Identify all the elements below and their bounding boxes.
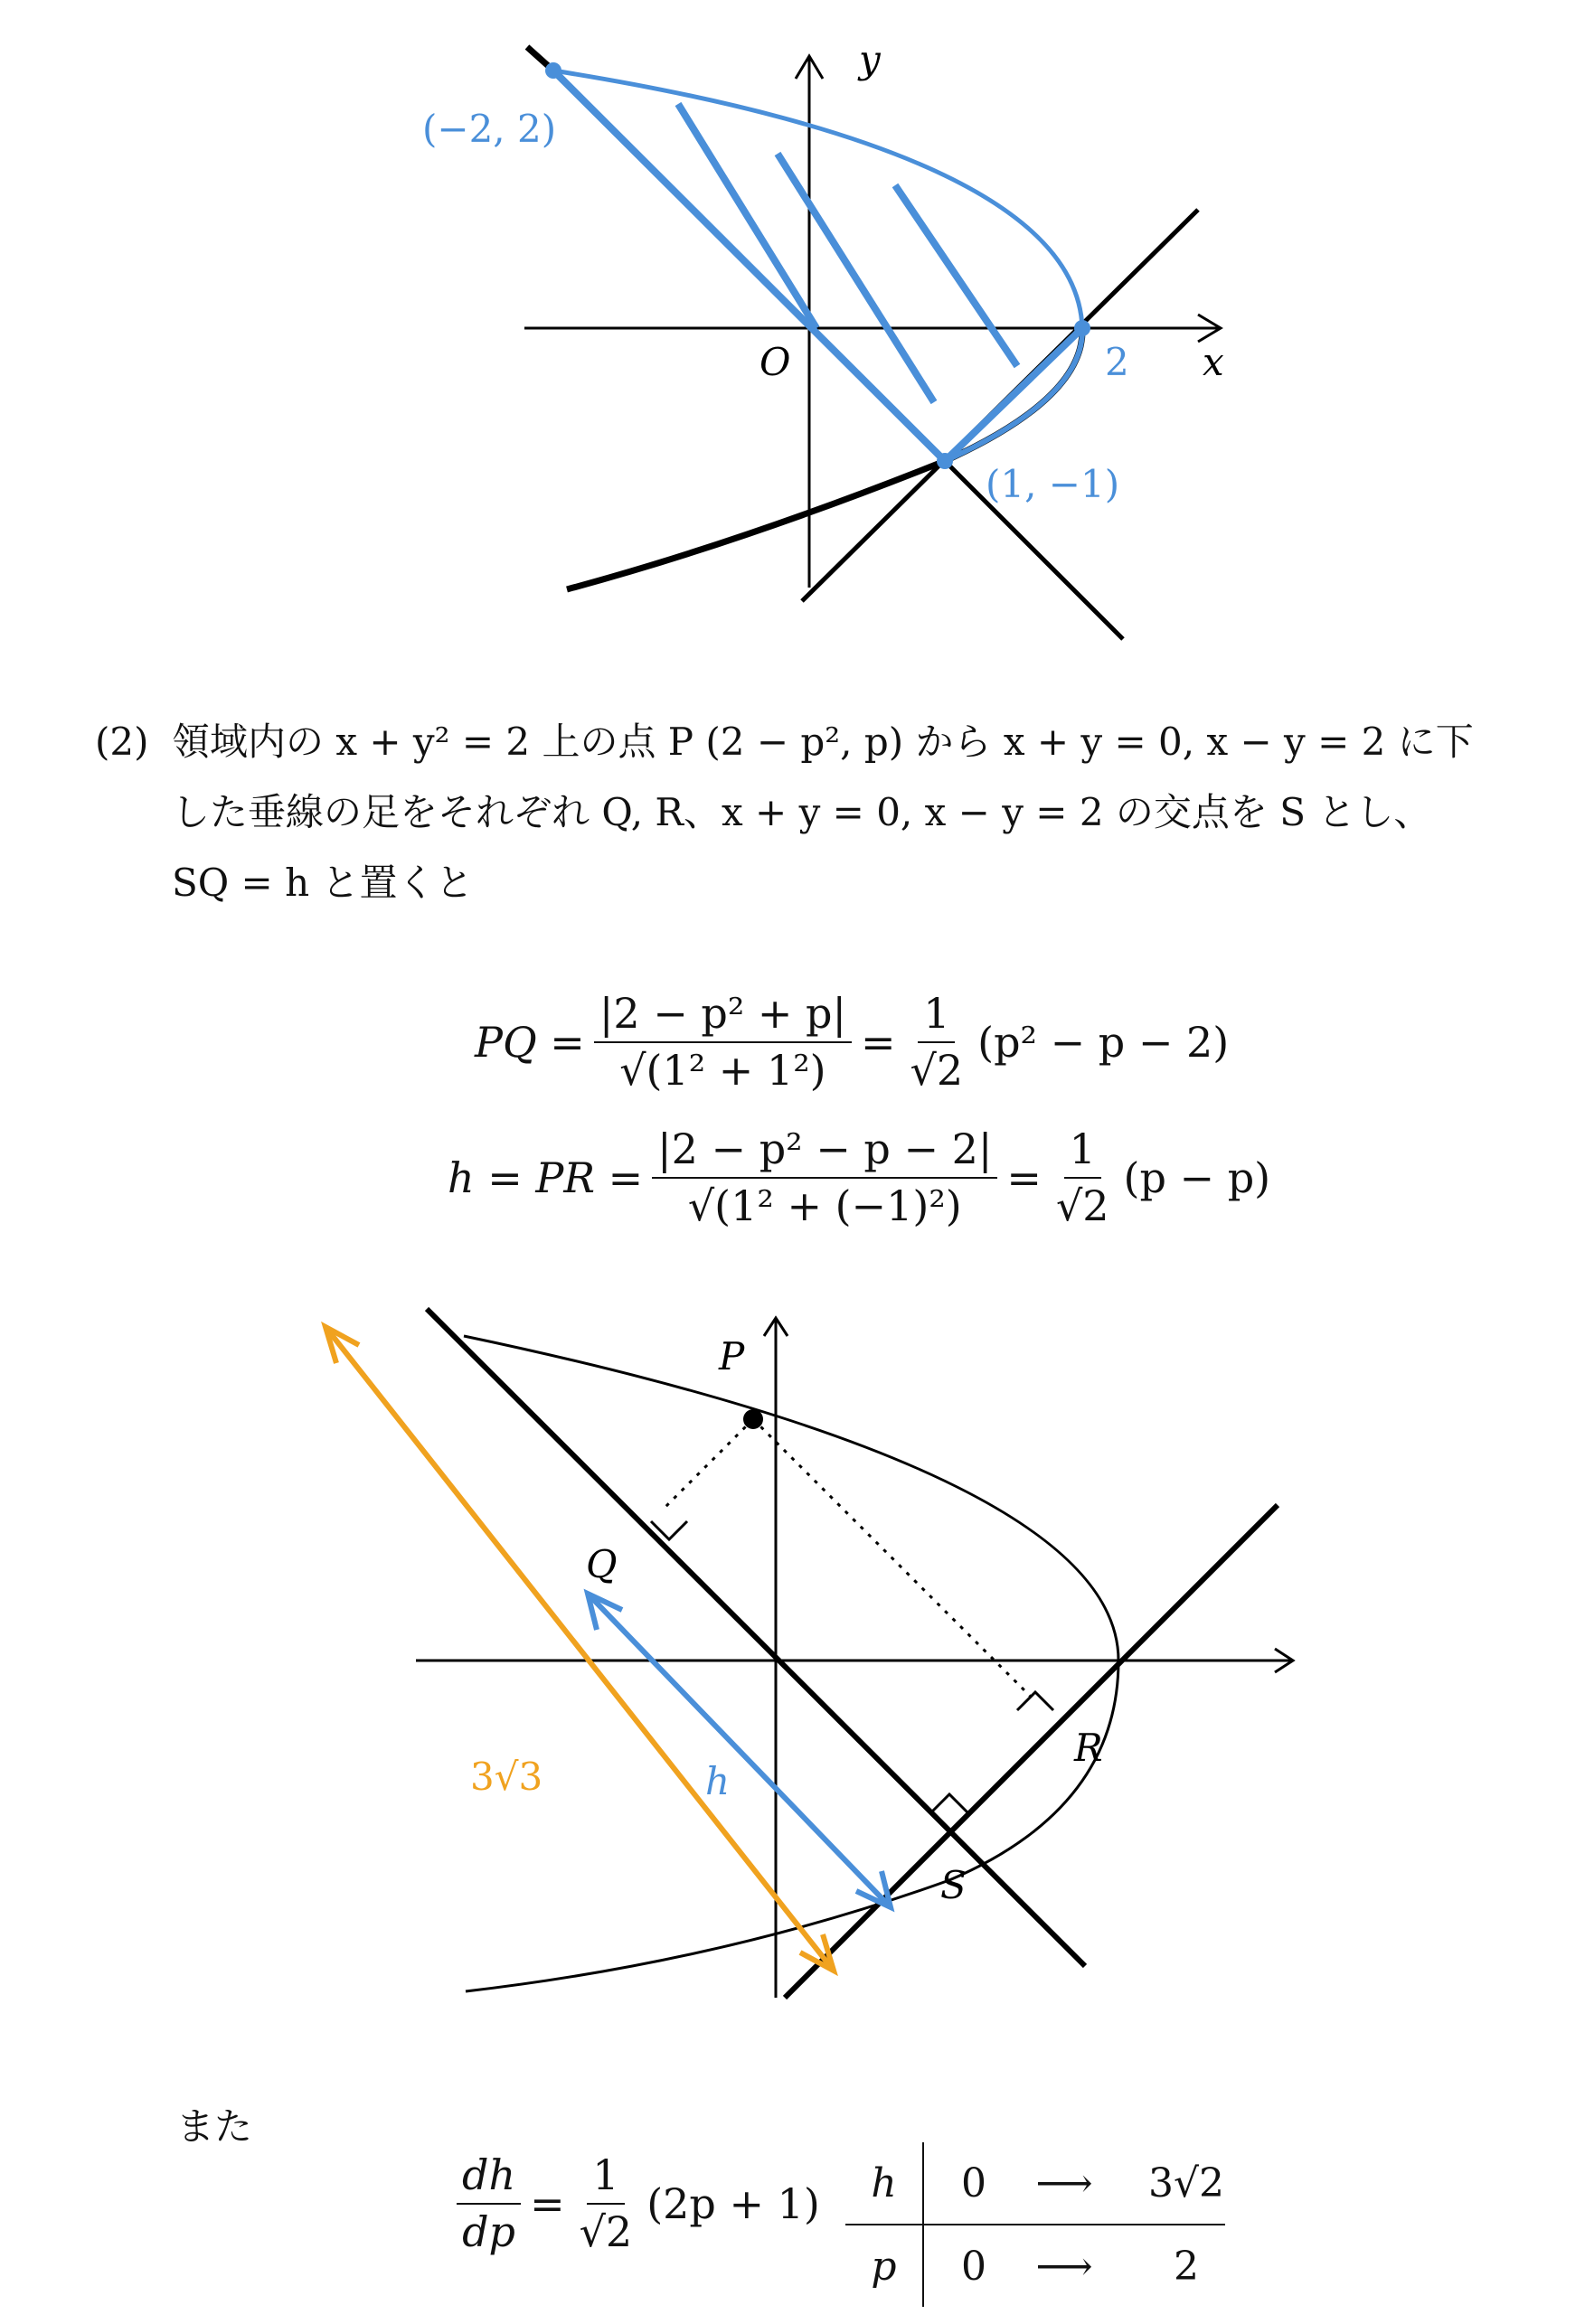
deriv-coef-den: √2 (579, 2206, 633, 2256)
parabola-blue (553, 71, 1082, 328)
point-bottom-label: (1, −1) (986, 462, 1120, 506)
problem-2-line-1 (95, 707, 1474, 777)
point-bottom (937, 453, 953, 469)
table-cell: 3√2 (1147, 2159, 1225, 2206)
table-row (845, 2225, 1245, 2307)
problem-2-text (95, 707, 1474, 918)
eq1-rhs: (p² − p − 2) (977, 1017, 1230, 1067)
deriv-coef (574, 2151, 638, 2256)
table-cell: p (845, 2225, 924, 2307)
eq1-coef (905, 990, 969, 1095)
h-arrow (588, 1594, 891, 1907)
table-cell: 0 (961, 2243, 986, 2290)
x-intercept-label: 2 (1105, 340, 1129, 384)
deriv-coef-num: 1 (587, 2151, 624, 2205)
equation-pq (475, 990, 1229, 1095)
point-P (743, 1409, 763, 1429)
problem-2-line-2: した垂線の足をそれぞれ Q, R、x + y = 0, x − y = 2 の交点を S とし、 (172, 790, 1432, 834)
eq2-equals: = (1006, 1153, 1042, 1202)
mata-text: また (176, 2104, 253, 2149)
table-cell: ⟶ (1035, 2243, 1093, 2290)
problem-2-line-3: SQ = h と置くと (172, 861, 474, 905)
line-x-minus-y (785, 1505, 1278, 1998)
eq2-coef-num: 1 (1064, 1125, 1101, 1179)
P-label: P (719, 1334, 745, 1378)
eq2-numerator: |2 − p² − p − 2| (652, 1125, 997, 1179)
y-axis-label: y (859, 37, 881, 81)
deriv-fraction (457, 2151, 521, 2256)
point-top-left (545, 62, 561, 79)
line-text: 領域内の x + y² = 2 上の点 P (2 − p², p) から x + y = 0, x − y = 2 に下 (172, 720, 1474, 764)
region-edge-right (945, 328, 1082, 461)
perp-PQ (665, 1419, 753, 1508)
point-top-left-label: (−2, 2) (422, 107, 557, 151)
deriv-rhs: (2p + 1) (646, 2178, 820, 2228)
origin-label: O (759, 340, 791, 384)
derivative-equation (448, 2151, 820, 2256)
eq1-fraction (594, 990, 852, 1095)
length-label: 3√3 (470, 1755, 543, 1799)
eq1-lhs: PQ = (475, 1017, 585, 1067)
eq1-coef-den: √2 (910, 1045, 964, 1095)
eq2-denominator: √(1² + (−1)²) (687, 1181, 962, 1230)
eq2-coef-den: √2 (1055, 1181, 1109, 1230)
table-cell: 2 (1174, 2243, 1199, 2290)
line-x-plus-y (427, 1309, 1085, 1966)
table-row (845, 2142, 1245, 2224)
hatch-line (778, 154, 934, 402)
parabola (464, 1336, 1118, 1991)
point-x-intercept (1074, 320, 1090, 336)
table-cell: ⟶ (1035, 2159, 1093, 2206)
table-cell: h (845, 2142, 924, 2224)
variation-table (845, 2142, 1245, 2307)
eq1-numerator: |2 − p² + p| (594, 990, 852, 1043)
eq1-coef-num: 1 (918, 990, 955, 1043)
x-axis-label: x (1203, 340, 1224, 384)
eq2-lhs: h = PR = (448, 1153, 644, 1202)
figure-2 (0, 1293, 1585, 2016)
eq2-rhs: (p − p) (1123, 1153, 1271, 1202)
region-edge-left (553, 71, 945, 461)
eq2-fraction (652, 1125, 997, 1230)
deriv-num: dh (457, 2151, 521, 2205)
eq2-coef (1051, 1125, 1115, 1230)
deriv-den: dp (462, 2206, 515, 2256)
perp-PR (753, 1419, 1031, 1697)
Q-label: Q (586, 1542, 618, 1586)
right-angle-R (1017, 1692, 1053, 1710)
eq1-equals: = (861, 1017, 896, 1067)
eq1-denominator: √(1² + 1²) (619, 1045, 826, 1095)
equation-h (448, 1125, 1270, 1230)
table-cell: 0 (961, 2159, 986, 2206)
figure-region (0, 0, 1585, 669)
hatch-line (895, 185, 1017, 366)
R-label: R (1074, 1726, 1103, 1770)
right-angle-S (931, 1794, 967, 1812)
S-label: S (940, 1863, 967, 1907)
problem-number: (2) (95, 720, 149, 764)
h-label: h (705, 1759, 731, 1803)
deriv-equals: = (530, 2178, 565, 2228)
